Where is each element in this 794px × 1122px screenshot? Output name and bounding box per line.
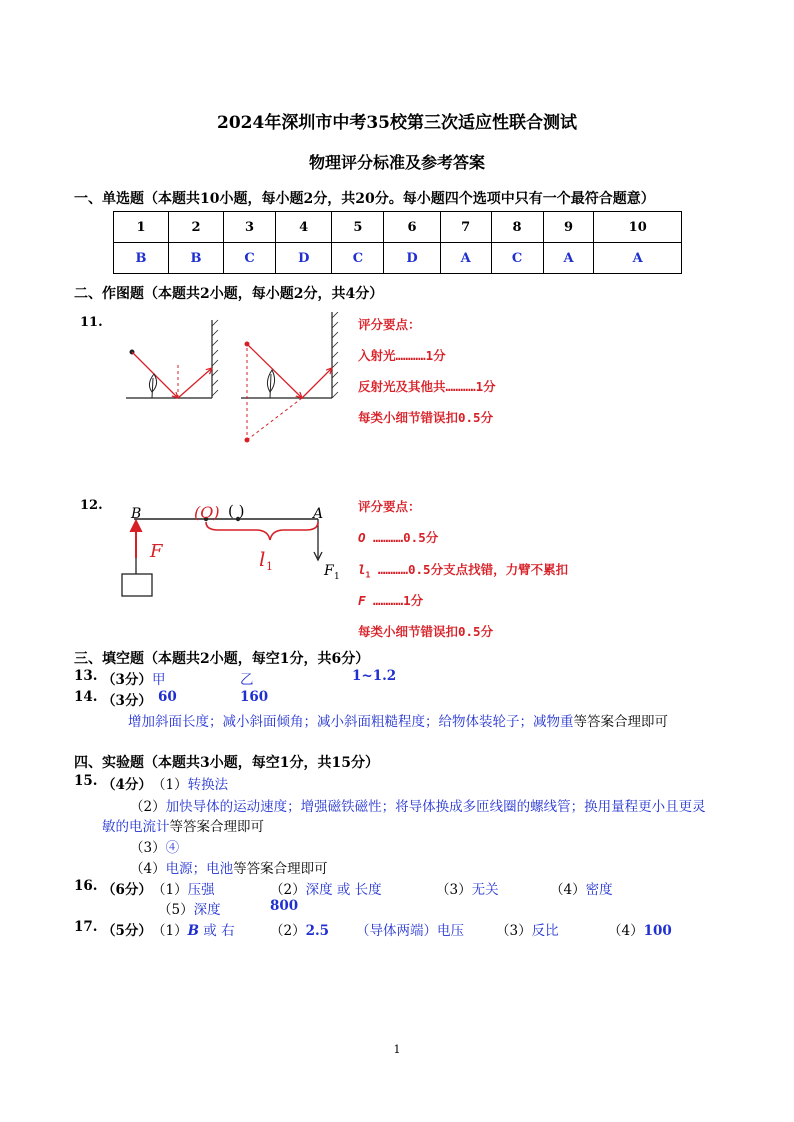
- q12-note-l-text: …………0.5分支点找错，力臂不累扣: [370, 562, 569, 577]
- label-f1: F: [324, 563, 334, 579]
- table-cell-answer: B: [114, 243, 169, 274]
- q14-answer-2: 160: [240, 689, 269, 705]
- q17-part2-label: （2）: [270, 923, 306, 939]
- q12-note-o-symbol: O: [358, 530, 366, 545]
- q16-part2: [270, 878, 382, 898]
- table-cell-number: 9: [543, 212, 594, 243]
- table-cell-answer: A: [594, 243, 682, 274]
- label-b: B: [131, 506, 142, 522]
- q15-number: 15.: [74, 773, 98, 789]
- leaf-icon: [149, 374, 156, 398]
- q17-score: （5分）: [102, 923, 152, 939]
- q12-note-o: [358, 528, 438, 546]
- q16-part5-label: （5）: [158, 902, 194, 918]
- page-number: 1: [393, 1043, 401, 1056]
- table-cell-answer: D: [384, 243, 440, 274]
- q17-part2-answer: 2.5: [305, 923, 330, 939]
- q16-part1: [152, 878, 215, 898]
- q12-number: 12.: [80, 498, 103, 513]
- q16-number: 16.: [74, 878, 98, 894]
- label-f1-subscript: 1: [334, 572, 340, 582]
- table-cell-answer: B: [169, 243, 224, 274]
- q15-part4-suffix: 等答案合理即可: [233, 861, 328, 877]
- q12-diagram: [118, 498, 348, 603]
- mirror-hatch: [332, 312, 338, 398]
- q17-part4: [608, 919, 672, 939]
- q16-part1-answer: 压强: [187, 882, 215, 898]
- q16-part2-answer: 深度 或 长度: [305, 882, 382, 898]
- q16-part4-label: （4）: [550, 882, 586, 898]
- q13-answer-1: 甲: [152, 672, 166, 688]
- q12-note-f-text: …………1分: [365, 593, 424, 608]
- section4-heading: 四、实验题（本题共3小题，每空1分，共15分）: [74, 755, 379, 771]
- reflected-ray: [302, 368, 332, 398]
- q16-part2-label: （2）: [270, 882, 306, 898]
- q15-part2-answer-line1: 加快导体的运动速度；增强磁铁磁性；将导体换成多匝线圈的螺线管；换用量程更小且更灵: [165, 799, 706, 815]
- q17-part1-answer-rest: 或 右: [199, 923, 235, 939]
- leaf-icon: [267, 370, 274, 398]
- q14-number: 14.: [74, 689, 98, 705]
- q15-part2: [130, 795, 706, 815]
- table-cell-number: 1: [114, 212, 169, 243]
- q14-answer-line: [128, 710, 668, 730]
- q17-part2-answer-b: （导体两端）电压: [356, 923, 464, 939]
- q14-answer-1: 60: [158, 689, 177, 705]
- q17-part1: [152, 919, 235, 939]
- q16-part1-label: （1）: [152, 882, 188, 898]
- answer-table: [113, 211, 682, 274]
- table-cell-number: 10: [594, 212, 682, 243]
- document-subtitle: 物理评分标准及参考答案: [308, 153, 485, 172]
- table-cell-number: 6: [384, 212, 440, 243]
- q14-answer-suffix: 等答案合理即可: [573, 714, 668, 730]
- q11-note-reflected: 反射光及其他共…………1分: [358, 379, 496, 394]
- q17-number: 17.: [74, 919, 98, 935]
- q12-note-l-symbol: l: [358, 562, 366, 577]
- label-a: A: [313, 506, 324, 522]
- q17-part4-answer: 100: [643, 923, 672, 939]
- table-cell-number: 7: [440, 212, 491, 243]
- table-cell-answer: C: [491, 243, 543, 274]
- q15-part4-answer: 电源；电池: [165, 861, 234, 877]
- q12-note-head: 评分要点：: [358, 499, 421, 514]
- q17-part4-label: （4）: [608, 923, 644, 939]
- q12-note-l: [358, 560, 568, 580]
- q17-part3-label: （3）: [496, 923, 532, 939]
- q17-part3-answer: 反比: [531, 923, 559, 939]
- q16-part5-answer-b: 800: [270, 898, 299, 914]
- q16-part4-answer: 密度: [585, 882, 613, 898]
- q11-note-incident: 入射光…………1分: [358, 348, 446, 363]
- q15-part3-label: （3）: [130, 840, 166, 856]
- q11-note-deduct: 每类小细节错误扣0.5分: [358, 410, 494, 425]
- q14-answer-text: 增加斜面长度；减小斜面倾角；减小斜面粗糙程度；给物体装轮子；减物重: [128, 714, 574, 730]
- q17-part1-answer-b: B: [187, 923, 200, 939]
- q17-part1-label: （1）: [152, 923, 188, 939]
- q15-part1-label: （1）: [152, 777, 188, 793]
- table-cell-answer: D: [276, 243, 332, 274]
- q14-score: （3分）: [102, 693, 152, 709]
- q16-part4: [550, 878, 613, 898]
- q15-part2-label: （2）: [130, 799, 166, 815]
- q16-part5-answer-a: 深度: [193, 902, 221, 918]
- mirror-hatch: [212, 320, 218, 396]
- q15-part4-label: （4）: [130, 861, 166, 877]
- label-l-subscript: 1: [266, 560, 273, 573]
- table-cell-number: 2: [169, 212, 224, 243]
- incident-ray: [247, 344, 302, 398]
- q13-number: 13.: [74, 668, 98, 684]
- q17-part2: [270, 919, 329, 939]
- q13-answer-2: 乙: [240, 672, 254, 688]
- table-row-answers: [114, 243, 682, 274]
- label-o: (O): [194, 503, 220, 522]
- table-cell-answer: C: [332, 243, 384, 274]
- q12-note-o-text: …………0.5分: [365, 530, 439, 545]
- table-cell-number: 5: [332, 212, 384, 243]
- q15-part2-suffix: 等答案合理即可: [169, 819, 264, 835]
- q16-score: （6分）: [102, 882, 152, 898]
- q12-note-l-subscript: 1: [365, 570, 371, 580]
- reflected-ray: [178, 368, 212, 398]
- section2-heading: 二、作图题（本题共2小题，每小题2分，共4分）: [74, 286, 384, 302]
- q13-score: （3分）: [102, 672, 152, 688]
- section3-heading: 三、填空题（本题共2小题，每空1分，共6分）: [74, 651, 370, 667]
- weight-block: [122, 574, 152, 596]
- q17-part3: [496, 919, 559, 939]
- lever-arm-brace: [206, 522, 318, 540]
- q11-number: 11.: [80, 315, 103, 330]
- q16-part3-label: （3）: [436, 882, 472, 898]
- q11-diagram: [120, 312, 355, 447]
- label-blank: ( ): [228, 502, 245, 520]
- q13-answer-3: 1~1.2: [352, 668, 397, 684]
- table-cell-answer: C: [224, 243, 276, 274]
- label-f: F: [150, 541, 163, 562]
- q15-part1-answer: 转换法: [187, 777, 229, 793]
- image-ray-dashed: [247, 398, 302, 440]
- section1-heading: 一、单选题（本题共10小题，每小题2分，共20分。每小题四个选项中只有一个最符合题意）: [74, 191, 655, 207]
- table-cell-answer: A: [543, 243, 594, 274]
- q15-score: （4分）: [102, 777, 152, 793]
- table-cell-answer: A: [440, 243, 491, 274]
- q12-note-f-symbol: F: [358, 593, 366, 608]
- q11-note-head: 评分要点：: [358, 317, 421, 332]
- q15-part2-cont: [102, 815, 264, 835]
- q15-part2-answer-line2: 敏的电流计: [102, 819, 170, 835]
- image-point-dot: [245, 438, 250, 443]
- q16-part3: [436, 878, 499, 898]
- label-l: l: [259, 547, 266, 571]
- table-cell-number: 4: [276, 212, 332, 243]
- q15-part4: [130, 857, 328, 877]
- q15-part1: [152, 773, 228, 793]
- q15-part3-answer: ④: [165, 840, 180, 856]
- q12-note-f: [358, 591, 423, 609]
- table-row-numbers: [114, 212, 682, 243]
- table-cell-number: 8: [491, 212, 543, 243]
- q16-part3-answer: 无关: [471, 882, 499, 898]
- q16-part5: [158, 898, 221, 918]
- q15-part3: [130, 836, 179, 856]
- document-title: 2024年深圳市中考35校第三次适应性联合测试: [217, 113, 577, 133]
- table-cell-number: 3: [224, 212, 276, 243]
- q12-note-deduct: 每类小细节错误扣0.5分: [358, 624, 494, 639]
